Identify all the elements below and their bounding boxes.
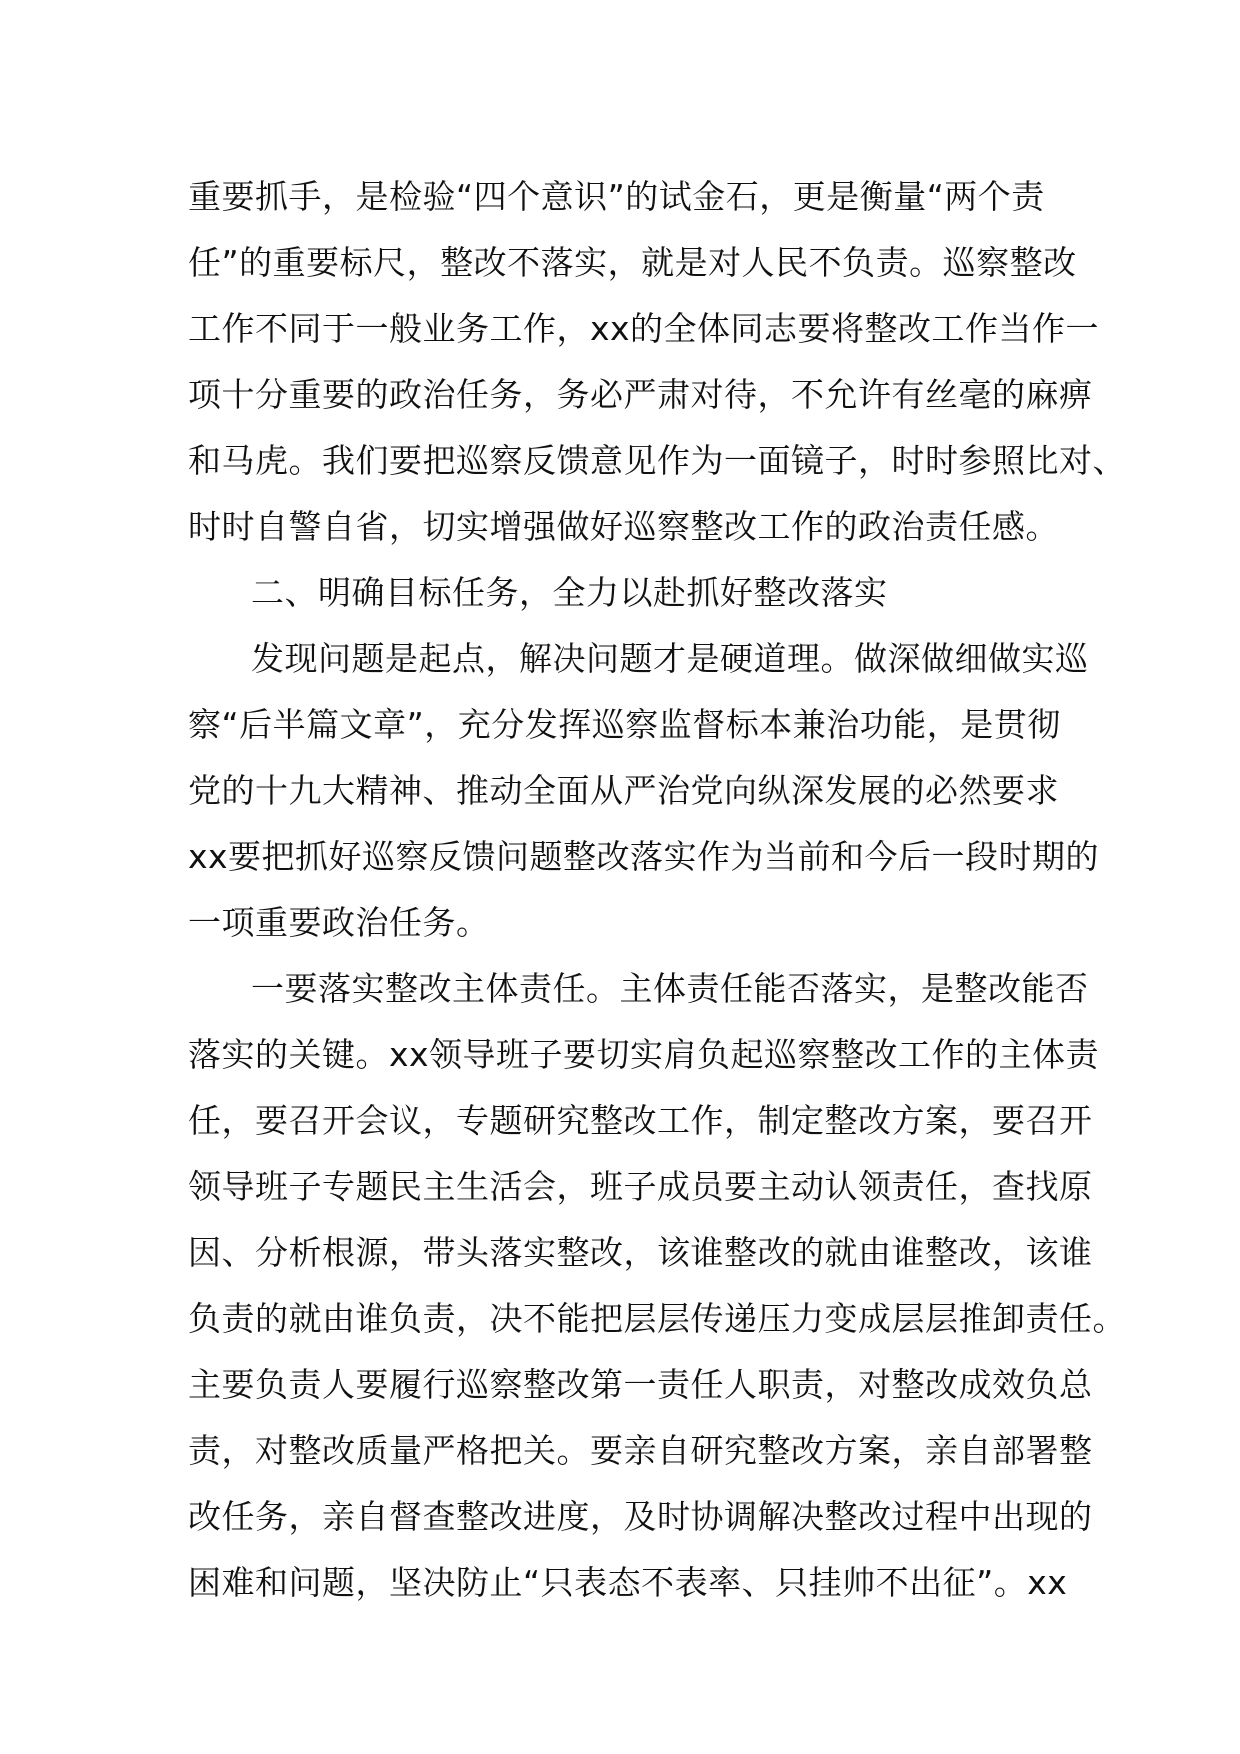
body-text-line: 察“后半篇文章”，充分发挥巡察监督标本兼治功能，是贯彻	[188, 705, 1061, 744]
body-text-line: 一要落实整改主体责任。主体责任能否落实，是整改能否	[251, 969, 1089, 1008]
body-text-line: 工作不同于一般业务工作，xx的全体同志要将整改工作当作一	[188, 309, 1100, 348]
body-text-line: 改任务，亲自督查整改进度，及时协调解决整改过程中出现的	[188, 1497, 1093, 1536]
body-text-line: 发现问题是起点，解决问题才是硬道理。做深做细做实巡	[251, 639, 1089, 678]
section-heading: 二、明确目标任务，全力以赴抓好整改落实	[251, 573, 888, 612]
body-text-line: 因、分析根源，带头落实整改，该谁整改的就由谁整改，该谁	[188, 1233, 1093, 1272]
body-text-line: 负责的就由谁负责，决不能把层层传递压力变成层层推卸责任。	[188, 1299, 1126, 1338]
body-text-line: 领导班子专题民主生活会，班子成员要主动认领责任，查找原	[188, 1167, 1093, 1206]
body-text-line: 任”的重要标尺，整改不落实，就是对人民不负责。巡察整改	[188, 243, 1077, 282]
body-text-line: 重要抓手，是检验“四个意识”的试金石，更是衡量“两个责	[188, 177, 1045, 216]
body-text-line: 责，对整改质量严格把关。要亲自研究整改方案，亲自部署整	[188, 1431, 1093, 1470]
body-text-line: 和马虎。我们要把巡察反馈意见作为一面镜子，时时参照比对、	[188, 441, 1126, 480]
body-text-line: 任，要召开会议，专题研究整改工作，制定整改方案，要召开	[188, 1101, 1093, 1140]
body-text-line: 党的十九大精神、推动全面从严治党向纵深发展的必然要求	[188, 771, 1059, 810]
body-text-line: 主要负责人要履行巡察整改第一责任人职责，对整改成效负总	[188, 1365, 1093, 1404]
body-text-line: xx要把抓好巡察反馈问题整改落实作为当前和今后一段时期的	[188, 837, 1100, 876]
body-text-line: 项十分重要的政治任务，务必严肃对待，不允许有丝毫的麻痹	[188, 375, 1093, 414]
body-text-line: 落实的关键。xx领导班子要切实肩负起巡察整改工作的主体责	[188, 1035, 1100, 1074]
body-text-line: 时时自警自省，切实增强做好巡察整改工作的政治责任感。	[188, 507, 1059, 546]
body-text-line: 困难和问题，坚决防止“只表态不表率、只挂帅不出征”。xx	[188, 1563, 1068, 1602]
body-text-line: 一项重要政治任务。	[188, 903, 490, 942]
